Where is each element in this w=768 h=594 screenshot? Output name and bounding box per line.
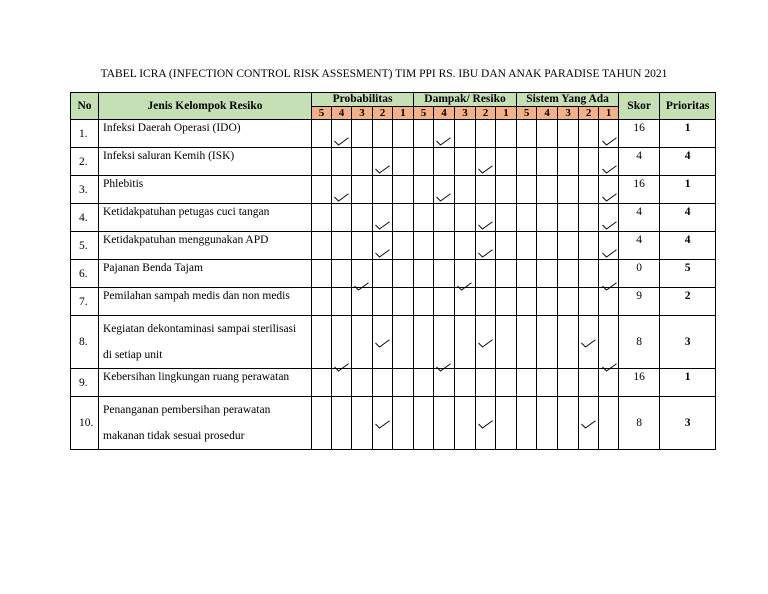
check-mark-icon [375, 420, 390, 429]
header-probabilitas-scale-4: 4 [332, 107, 352, 120]
cell-probabilitas-1 [393, 397, 414, 450]
cell-sistem-2 [579, 176, 599, 204]
score-value: 16 [619, 369, 660, 397]
cell-dampak-4 [434, 397, 455, 450]
risk-name: Ketidakpatuhan menggunakan APD [99, 232, 312, 260]
header-sistem: Sistem Yang Ada [517, 93, 619, 107]
cell-sistem-1 [599, 369, 619, 397]
cell-probabilitas-4 [332, 120, 352, 148]
row-number: 7. [71, 288, 99, 316]
cell-dampak-2 [476, 288, 496, 316]
priority-value: 2 [660, 288, 716, 316]
cell-probabilitas-1 [393, 260, 414, 288]
cell-dampak-1 [496, 176, 517, 204]
cell-probabilitas-4 [332, 176, 352, 204]
cell-dampak-3 [455, 120, 476, 148]
cell-probabilitas-1 [393, 288, 414, 316]
cell-probabilitas-3 [352, 288, 373, 316]
cell-dampak-5 [414, 316, 434, 369]
cell-probabilitas-2 [373, 369, 393, 397]
table-row [71, 120, 716, 148]
risk-name: Ketidakpatuhan petugas cuci tangan [99, 204, 312, 232]
cell-sistem-4 [537, 316, 558, 369]
score-value: 8 [619, 397, 660, 450]
cell-dampak-1 [496, 260, 517, 288]
header-dampak-scale-3: 3 [455, 107, 476, 120]
check-mark-icon [334, 137, 349, 146]
table-row [71, 288, 716, 316]
cell-sistem-1 [599, 232, 619, 260]
cell-probabilitas-3 [352, 120, 373, 148]
cell-dampak-2 [476, 120, 496, 148]
cell-probabilitas-2 [373, 232, 393, 260]
cell-sistem-2 [579, 260, 599, 288]
cell-probabilitas-5 [312, 176, 332, 204]
cell-sistem-2 [579, 288, 599, 316]
risk-name-line: makanan tidak sesuai prosedur [103, 430, 245, 442]
header-sistem-scale-2: 2 [579, 107, 599, 120]
cell-dampak-2 [476, 148, 496, 176]
check-mark-icon [375, 221, 390, 230]
score-value: 16 [619, 176, 660, 204]
risk-name: Infeksi Daerah Operasi (IDO) [99, 120, 312, 148]
priority-value: 5 [660, 260, 716, 288]
cell-sistem-3 [558, 204, 579, 232]
cell-sistem-2 [579, 369, 599, 397]
cell-dampak-5 [414, 369, 434, 397]
cell-probabilitas-5 [312, 204, 332, 232]
cell-sistem-5 [517, 316, 537, 369]
header-sistem-scale-5: 5 [517, 107, 537, 120]
cell-probabilitas-5 [312, 369, 332, 397]
cell-dampak-4 [434, 148, 455, 176]
priority-value: 4 [660, 232, 716, 260]
cell-sistem-3 [558, 176, 579, 204]
cell-sistem-2 [579, 232, 599, 260]
row-number: 1. [71, 120, 99, 148]
header-sistem-scale-1: 1 [599, 107, 619, 120]
cell-probabilitas-3 [352, 369, 373, 397]
cell-dampak-5 [414, 260, 434, 288]
cell-dampak-3 [455, 397, 476, 450]
risk-name-line: Penanganan pembersihan perawatan [103, 404, 271, 416]
cell-dampak-5 [414, 176, 434, 204]
cell-probabilitas-5 [312, 120, 332, 148]
cell-sistem-3 [558, 260, 579, 288]
priority-value: 3 [660, 397, 716, 450]
priority-value: 1 [660, 120, 716, 148]
cell-sistem-5 [517, 204, 537, 232]
table-row [71, 316, 716, 369]
cell-probabilitas-2 [373, 176, 393, 204]
cell-sistem-4 [537, 369, 558, 397]
risk-name [99, 397, 312, 450]
cell-dampak-4 [434, 176, 455, 204]
score-value: 16 [619, 120, 660, 148]
cell-sistem-5 [517, 369, 537, 397]
cell-dampak-1 [496, 232, 517, 260]
check-mark-icon [602, 249, 617, 258]
table-row [71, 397, 716, 450]
cell-sistem-5 [517, 397, 537, 450]
cell-probabilitas-1 [393, 148, 414, 176]
check-mark-icon [334, 193, 349, 202]
cell-sistem-3 [558, 120, 579, 148]
cell-sistem-2 [579, 316, 599, 369]
priority-value: 4 [660, 204, 716, 232]
cell-probabilitas-5 [312, 316, 332, 369]
priority-value: 3 [660, 316, 716, 369]
header-sistem-scale-3: 3 [558, 107, 579, 120]
check-mark-icon [581, 339, 596, 348]
cell-probabilitas-1 [393, 204, 414, 232]
cell-dampak-1 [496, 316, 517, 369]
header-probabilitas-scale-1: 1 [393, 107, 414, 120]
cell-sistem-1 [599, 148, 619, 176]
cell-dampak-3 [455, 204, 476, 232]
risk-name [99, 316, 312, 369]
check-mark-icon [478, 165, 493, 174]
cell-sistem-5 [517, 176, 537, 204]
priority-value: 4 [660, 148, 716, 176]
header-jenis: Jenis Kelompok Resiko [99, 93, 312, 120]
cell-dampak-1 [496, 120, 517, 148]
cell-dampak-3 [455, 148, 476, 176]
check-mark-icon [457, 282, 472, 291]
table-row [71, 369, 716, 397]
cell-sistem-1 [599, 176, 619, 204]
cell-sistem-4 [537, 120, 558, 148]
cell-dampak-4 [434, 204, 455, 232]
cell-sistem-1 [599, 397, 619, 450]
cell-dampak-4 [434, 369, 455, 397]
cell-probabilitas-4 [332, 232, 352, 260]
cell-probabilitas-1 [393, 316, 414, 369]
cell-dampak-5 [414, 397, 434, 450]
cell-probabilitas-1 [393, 176, 414, 204]
cell-sistem-2 [579, 397, 599, 450]
cell-probabilitas-5 [312, 148, 332, 176]
cell-dampak-4 [434, 260, 455, 288]
score-value: 9 [619, 288, 660, 316]
cell-dampak-4 [434, 232, 455, 260]
row-number: 8. [71, 316, 99, 369]
cell-probabilitas-3 [352, 176, 373, 204]
cell-sistem-1 [599, 204, 619, 232]
cell-dampak-5 [414, 204, 434, 232]
cell-dampak-3 [455, 176, 476, 204]
cell-sistem-4 [537, 232, 558, 260]
check-mark-icon [334, 363, 349, 372]
cell-sistem-3 [558, 288, 579, 316]
cell-probabilitas-4 [332, 316, 352, 369]
priority-value: 1 [660, 176, 716, 204]
cell-probabilitas-3 [352, 148, 373, 176]
cell-dampak-2 [476, 369, 496, 397]
header-no: No [71, 93, 99, 120]
header-dampak-scale-4: 4 [434, 107, 455, 120]
risk-name: Kebersihan lingkungan ruang perawatan [99, 369, 312, 397]
cell-probabilitas-1 [393, 120, 414, 148]
row-number: 4. [71, 204, 99, 232]
cell-sistem-5 [517, 232, 537, 260]
cell-dampak-1 [496, 148, 517, 176]
cell-probabilitas-1 [393, 369, 414, 397]
row-number: 2. [71, 148, 99, 176]
priority-value: 1 [660, 369, 716, 397]
check-mark-icon [602, 193, 617, 202]
cell-probabilitas-2 [373, 204, 393, 232]
cell-sistem-4 [537, 288, 558, 316]
cell-sistem-2 [579, 120, 599, 148]
cell-probabilitas-4 [332, 260, 352, 288]
cell-probabilitas-2 [373, 288, 393, 316]
check-mark-icon [375, 339, 390, 348]
cell-probabilitas-4 [332, 397, 352, 450]
cell-sistem-3 [558, 148, 579, 176]
check-mark-icon [436, 137, 451, 146]
cell-probabilitas-2 [373, 148, 393, 176]
risk-name: Pemilahan sampah medis dan non medis [99, 288, 312, 316]
cell-sistem-2 [579, 204, 599, 232]
header-dampak: Dampak/ Resiko [414, 93, 517, 107]
row-number: 6. [71, 260, 99, 288]
cell-sistem-5 [517, 288, 537, 316]
row-number: 5. [71, 232, 99, 260]
cell-dampak-2 [476, 176, 496, 204]
check-mark-icon [602, 137, 617, 146]
cell-probabilitas-2 [373, 120, 393, 148]
check-mark-icon [602, 221, 617, 230]
row-number: 9. [71, 369, 99, 397]
cell-dampak-1 [496, 288, 517, 316]
header-dampak-scale-1: 1 [496, 107, 517, 120]
cell-sistem-3 [558, 316, 579, 369]
cell-dampak-4 [434, 120, 455, 148]
cell-dampak-3 [455, 316, 476, 369]
cell-sistem-4 [537, 176, 558, 204]
cell-dampak-5 [414, 120, 434, 148]
cell-probabilitas-2 [373, 397, 393, 450]
cell-probabilitas-4 [332, 148, 352, 176]
cell-dampak-3 [455, 288, 476, 316]
cell-sistem-5 [517, 260, 537, 288]
score-value: 0 [619, 260, 660, 288]
table-row [71, 204, 716, 232]
cell-sistem-4 [537, 204, 558, 232]
cell-dampak-2 [476, 204, 496, 232]
cell-sistem-4 [537, 260, 558, 288]
cell-dampak-1 [496, 369, 517, 397]
score-value: 4 [619, 148, 660, 176]
cell-dampak-5 [414, 232, 434, 260]
score-value: 4 [619, 204, 660, 232]
table-title: TABEL ICRA (INFECTION CONTROL RISK ASSESMENT) TIM PPI RS. IBU DAN ANAK PARADISE TAHUN 2021 [100, 68, 668, 80]
cell-sistem-4 [537, 148, 558, 176]
score-value: 4 [619, 232, 660, 260]
table-row [71, 232, 716, 260]
row-number: 10. [71, 397, 99, 450]
check-mark-icon [436, 193, 451, 202]
cell-dampak-5 [414, 288, 434, 316]
check-mark-icon [602, 165, 617, 174]
icra-table [70, 92, 716, 450]
risk-name-line: di setiap unit [103, 349, 163, 361]
header-probabilitas-scale-2: 2 [373, 107, 393, 120]
cell-dampak-3 [455, 369, 476, 397]
table-row [71, 148, 716, 176]
cell-probabilitas-5 [312, 232, 332, 260]
cell-probabilitas-4 [332, 369, 352, 397]
cell-sistem-2 [579, 148, 599, 176]
table-row [71, 176, 716, 204]
header-probabilitas: Probabilitas [312, 93, 414, 107]
header-dampak-scale-2: 2 [476, 107, 496, 120]
check-mark-icon [602, 282, 617, 291]
cell-sistem-4 [537, 397, 558, 450]
header-prioritas: Prioritas [660, 93, 716, 120]
cell-dampak-2 [476, 316, 496, 369]
check-mark-icon [436, 363, 451, 372]
check-mark-icon [375, 165, 390, 174]
cell-dampak-2 [476, 397, 496, 450]
check-mark-icon [478, 249, 493, 258]
cell-dampak-2 [476, 232, 496, 260]
cell-sistem-1 [599, 288, 619, 316]
check-mark-icon [478, 339, 493, 348]
cell-probabilitas-1 [393, 232, 414, 260]
cell-dampak-1 [496, 204, 517, 232]
cell-dampak-4 [434, 288, 455, 316]
cell-dampak-1 [496, 397, 517, 450]
header-dampak-scale-5: 5 [414, 107, 434, 120]
risk-name: Infeksi saluran Kemih (ISK) [99, 148, 312, 176]
header-skor: Skor [619, 93, 660, 120]
row-number: 3. [71, 176, 99, 204]
cell-dampak-3 [455, 232, 476, 260]
cell-probabilitas-4 [332, 204, 352, 232]
cell-probabilitas-2 [373, 260, 393, 288]
cell-probabilitas-2 [373, 316, 393, 369]
cell-probabilitas-3 [352, 204, 373, 232]
header-sistem-scale-4: 4 [537, 107, 558, 120]
cell-probabilitas-3 [352, 316, 373, 369]
check-mark-icon [478, 420, 493, 429]
check-mark-icon [375, 249, 390, 258]
check-mark-icon [354, 282, 369, 291]
risk-name: Pajanan Benda Tajam [99, 260, 312, 288]
cell-probabilitas-5 [312, 397, 332, 450]
cell-sistem-1 [599, 316, 619, 369]
header-probabilitas-scale-3: 3 [352, 107, 373, 120]
cell-probabilitas-5 [312, 288, 332, 316]
check-mark-icon [602, 363, 617, 372]
table-row [71, 260, 716, 288]
cell-probabilitas-3 [352, 397, 373, 450]
check-mark-icon [478, 221, 493, 230]
cell-probabilitas-4 [332, 288, 352, 316]
cell-probabilitas-5 [312, 260, 332, 288]
cell-sistem-1 [599, 120, 619, 148]
cell-sistem-3 [558, 232, 579, 260]
check-mark-icon [581, 420, 596, 429]
header-probabilitas-scale-5: 5 [312, 107, 332, 120]
cell-dampak-5 [414, 148, 434, 176]
cell-sistem-3 [558, 397, 579, 450]
cell-sistem-3 [558, 369, 579, 397]
cell-probabilitas-3 [352, 232, 373, 260]
cell-sistem-5 [517, 148, 537, 176]
risk-name-line: Kegiatan dekontaminasi sampai sterilisasi [103, 323, 297, 335]
cell-dampak-2 [476, 260, 496, 288]
score-value: 8 [619, 316, 660, 369]
cell-dampak-4 [434, 316, 455, 369]
risk-name: Phlebitis [99, 176, 312, 204]
cell-sistem-5 [517, 120, 537, 148]
